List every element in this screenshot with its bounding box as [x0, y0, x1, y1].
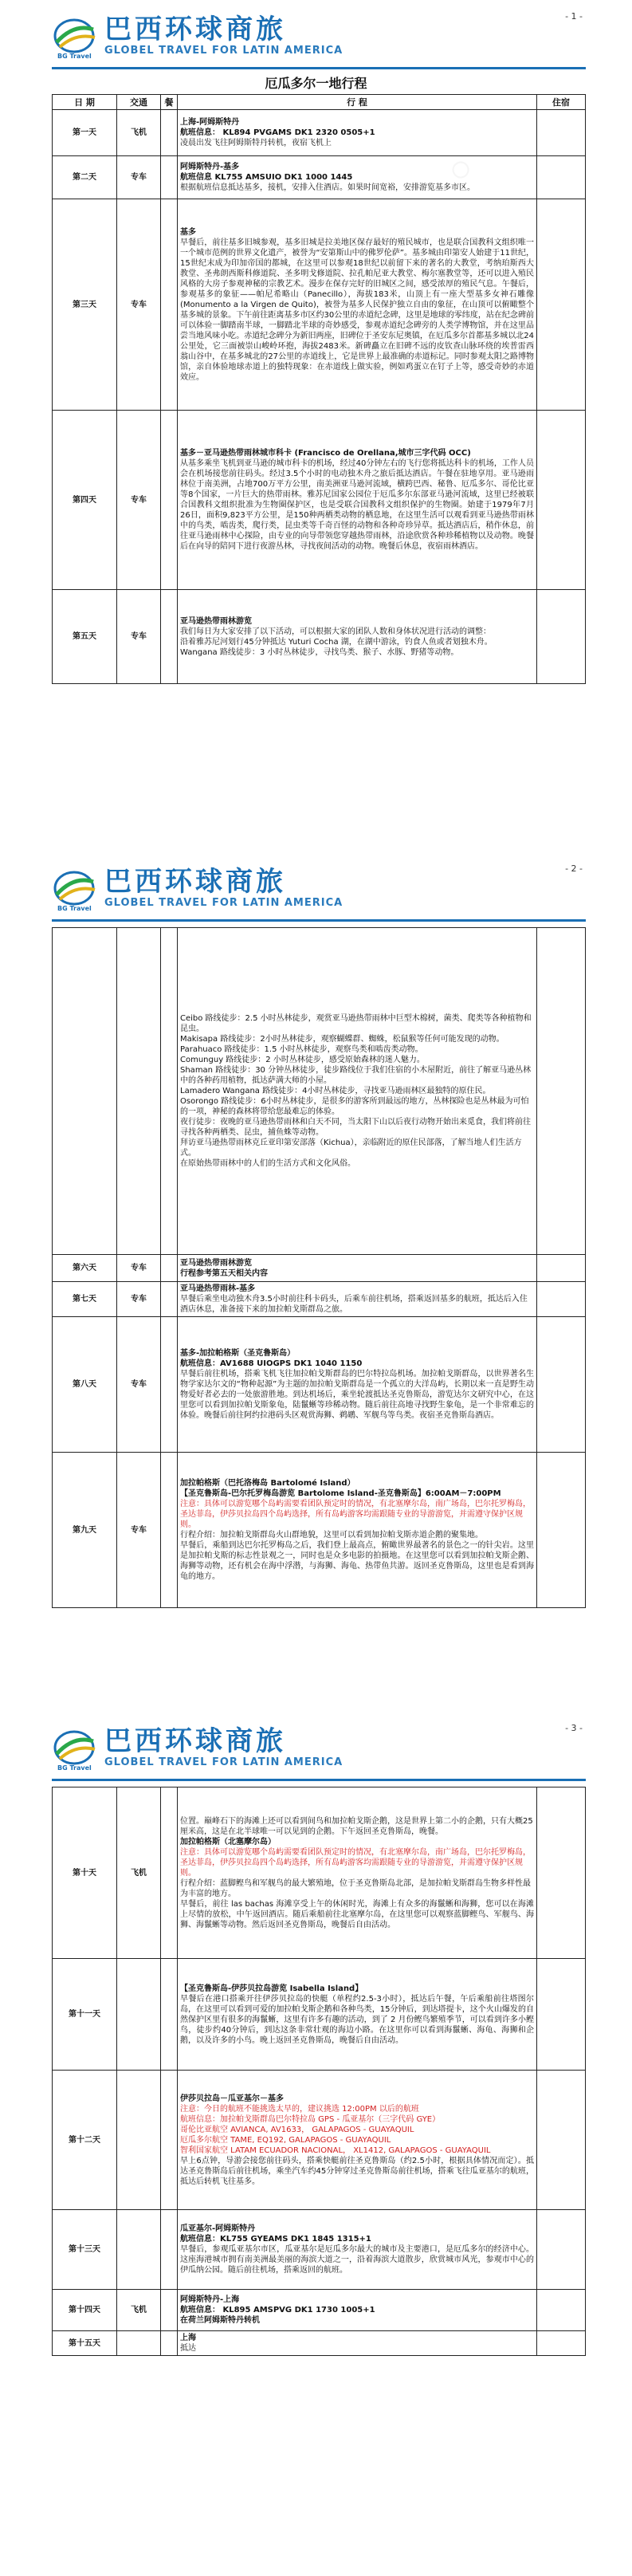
day-label: 第六天 — [53, 1255, 117, 1282]
itinerary-heading: 航班信息： KL894 PVGAMS DK1 2320 0505+1 — [180, 128, 375, 137]
logo-cn: 巴西环球商旅 — [104, 14, 286, 45]
table-row — [53, 156, 586, 199]
itinerary-notice: 注意：具体可以游览哪个岛屿需要看团队预定时的情况，有北塞摩尔岛，南广场岛，巴尔托罗梅岛，圣达菲岛，伊莎贝拉岛四个岛屿选择，所有岛屿游客均需跟随专业的导游游览，并需遵守保护区规则。 — [180, 1500, 531, 1529]
table-row — [53, 1453, 586, 1608]
itinerary-text: 早上6点钟，导游会接您前往码头，搭乘快艇前往圣克鲁斯岛（约2.5小时，根据具体情况而定）。抵达圣克鲁斯岛后前往机场，乘坐汽车约45分钟穿过圣克鲁斯岛前往机场，搭乘飞往瓜亚基尔的航班，抵达后转机飞往基多。 — [180, 2156, 534, 2186]
meal-cell — [161, 1317, 178, 1453]
itinerary-table-page1 — [52, 94, 586, 684]
day-label: 第八天 — [53, 1317, 117, 1453]
logo-small: BG Travel — [57, 1764, 92, 1772]
itinerary-cell — [178, 928, 537, 1255]
header-meal: 餐 — [161, 95, 178, 110]
itinerary-heading: 加拉帕格斯（北塞摩尔岛） — [180, 1837, 276, 1846]
itinerary-cell — [178, 199, 537, 411]
day-label: 第五天 — [53, 590, 117, 684]
table-header-row — [53, 95, 586, 110]
itinerary-heading: 上海-阿姆斯特丹 — [180, 118, 240, 127]
itinerary-heading: 亚马逊热带雨林游览 — [180, 1258, 252, 1268]
transport-cell: 专车 — [117, 1255, 161, 1282]
logo-cn: 巴西环球商旅 — [104, 866, 286, 898]
header-rule — [52, 919, 586, 922]
table-row — [53, 110, 586, 156]
meal-cell — [161, 928, 178, 1255]
transport-cell: 专车 — [117, 590, 161, 684]
table-row — [53, 1959, 586, 2071]
accommodation-cell — [537, 1959, 586, 2071]
itinerary-text: Wangana 路线徒步：3 小时丛林徒步，寻找鸟类、猴子、水豚、野猪等动物。 — [180, 647, 459, 657]
itinerary-text: Comunguy 路线徒步：2 小时丛林徒步，感受原始森林的迷人魅力。 — [180, 1056, 425, 1064]
itinerary-notice: 注意：具体可以游览哪个岛屿需要看团队预定时的情况，有北塞摩尔岛，南广场岛，巴尔托罗梅岛，圣达菲岛，伊莎贝拉岛四个岛屿选择，所有岛屿游客均需跟随专业的导游游览，并需遵守保护区规则。 — [180, 1847, 531, 1878]
logo-small: BG Travel — [57, 905, 92, 912]
table-row — [53, 2071, 586, 2210]
transport-cell: 飞机 — [117, 2290, 161, 2331]
header-rule — [52, 67, 586, 69]
itinerary-notice: 厄瓜多尔航空 TAME, EQ192, GALAPAGOS - GUAYAQUIL — [180, 2135, 391, 2145]
accommodation-cell — [537, 2331, 586, 2356]
meal-cell — [161, 110, 178, 156]
table-row — [53, 1255, 586, 1282]
company-logo — [52, 867, 343, 909]
transport-cell: 专车 — [117, 156, 161, 199]
itinerary-heading: 亚马逊热带雨林游览 — [180, 616, 252, 626]
itinerary-heading: 基多 — [180, 227, 196, 237]
globe-logo-icon — [52, 15, 98, 57]
transport-cell — [117, 2071, 161, 2210]
itinerary-text: 凌晨出发飞往阿姆斯特丹转机，夜宿飞机上 — [180, 139, 332, 147]
itinerary-heading: 加拉帕格斯（巴托洛梅岛 Bartolomé Island） — [180, 1479, 355, 1488]
itinerary-text: 行程介绍：加拉帕戈斯群岛火山群地貌，这里可以看到加拉帕戈斯赤道企鹅的聚集地。 — [180, 1531, 483, 1540]
itinerary-text: Ceibo 路线徒步：2.5 小时丛林徒步，观赏亚马逊热带雨林中巨型木棉树，菌类、爬类等各种植物和昆虫。 — [180, 1014, 532, 1033]
itinerary-notice: 哥伦比亚航空 AVIANCA, AV1633， GALAPAGOS - GUAYAQUIL — [180, 2125, 414, 2134]
day-label: 第二天 — [53, 156, 117, 199]
itinerary-heading: 航班信息：AV1688 UIOGPS DK1 1040 1150 — [180, 1359, 363, 1368]
meal-cell — [161, 2290, 178, 2331]
meal-cell — [161, 411, 178, 590]
meal-cell — [161, 1959, 178, 2071]
accommodation-cell — [537, 1453, 586, 1608]
meal-cell — [161, 2071, 178, 2210]
itinerary-text: 拜访亚马逊热带雨林克丘亚印第安部落（Kichua），亲临附近的原住民部落，了解当地人们生活方式。 — [180, 1139, 522, 1158]
itinerary-heading: 基多－亚马逊热带雨林城市科卡 (Francisco de Orellana,城市三字代码 OCC) — [180, 449, 471, 458]
transport-cell: 专车 — [117, 1282, 161, 1317]
itinerary-heading: 在荷兰阿姆斯特丹转机 — [180, 2316, 260, 2325]
transport-cell — [117, 2331, 161, 2356]
itinerary-cell — [178, 411, 537, 590]
itinerary-heading: 阿姆斯特丹-上海 — [180, 2295, 240, 2304]
itinerary-cell — [178, 1959, 537, 2071]
transport-cell: 专车 — [117, 1453, 161, 1608]
meal-cell — [161, 590, 178, 684]
accommodation-cell — [537, 1317, 586, 1453]
day-label: 第十一天 — [53, 1959, 117, 2071]
itinerary-cell — [178, 2290, 537, 2331]
itinerary-text: 早餐后，前往 las bachas 海滩享受上午的休闲时光，海滩上有众多的海鬣蜥和海狮，您可以在海滩上尽情的放松，中午返回酒店。随后乘船前往北塞摩尔岛，在这里您可以观察蓝脚鲣鸟、军舰鸟、海狮、海鬣蜥等动物。然后返回圣克鲁斯岛，晚餐后自由活动。 — [180, 1899, 534, 1929]
accommodation-cell — [537, 199, 586, 411]
document-title: 厄瓜多尔一地行程 — [265, 76, 367, 91]
itinerary-heading: 基多-加拉帕格斯（圣克鲁斯岛） — [180, 1349, 296, 1358]
accommodation-cell — [537, 928, 586, 1255]
transport-cell — [117, 2210, 161, 2290]
day-label: 第七天 — [53, 1282, 117, 1317]
logo-en: GLOBEL TRAVEL FOR LATIN AMERICA — [104, 1756, 343, 1768]
table-row — [53, 2290, 586, 2331]
itinerary-text: Osorongo 路线徒步：6小时丛林徒步，是很多的游客所到最远的地方，丛林探险也是丛林最为可怕的一项，神秘的森林将带给您最难忘的体验。 — [180, 1097, 529, 1116]
table-row — [53, 2331, 586, 2356]
itinerary-heading: 航班信息 KL755 AMSUIO DK1 1000 1445 — [180, 173, 353, 182]
itinerary-text: 根据航班信息抵达基多，接机，安排入住酒店。如果时间宽裕，安排游览基多市区。 — [180, 183, 475, 192]
meal-cell — [161, 1787, 178, 1959]
itinerary-text: 早餐后，参观瓜亚基尔市区，瓜亚基尔是厄瓜多尔最大的城市及主要港口，是厄瓜多尔的经济中心。这座海港城市拥有南美洲最美丽的海滨大道之一，沿着海滨大道散步，欣赏城市风光，参观市中心的伊瓜纳公园。随后前往机场，搭乘返回的航班。 — [180, 2245, 534, 2275]
itinerary-heading: 瓜亚基尔-阿姆斯特丹 — [180, 2224, 256, 2233]
itinerary-text: Parahuaco 路线徒步：1.5 小时丛林徒步，观察鸟类和啮齿类动物。 — [180, 1045, 423, 1054]
meal-cell — [161, 1255, 178, 1282]
itinerary-text: Shaman 路线徒步：30 分钟丛林徒步，徒步路线位于我们住宿的小木屋附近，前往了解亚马逊丛林中的各种药用植物，抵达萨满大师的小屋。 — [180, 1066, 532, 1085]
itinerary-heading: 上海 — [180, 2334, 196, 2342]
day-label: 第十三天 — [53, 2210, 117, 2290]
day-label: 第十天 — [53, 1787, 117, 1959]
meal-cell — [161, 2210, 178, 2290]
day-label: 第十五天 — [53, 2331, 117, 2356]
header-transport: 交通 — [117, 95, 161, 110]
day-label: 第十二天 — [53, 2071, 117, 2210]
transport-cell: 专车 — [117, 411, 161, 590]
accommodation-cell — [537, 411, 586, 590]
table-row — [53, 1282, 586, 1317]
itinerary-heading: 航班信息：KL755 GYEAMS DK1 1845 1315+1 — [180, 2235, 371, 2244]
transport-cell: 飞机 — [117, 1787, 161, 1959]
accommodation-cell — [537, 1787, 586, 1959]
itinerary-text: Makisapa 路线徒步：2小时丛林徒步，观察蝴蝶群、蜘蛛，松鼠猴等任何可能发现的动物。 — [180, 1035, 504, 1044]
table-row — [53, 1317, 586, 1453]
table-row — [53, 590, 586, 684]
itinerary-notice: 智利国家航空 LATAM ECUADOR NACIONAL， XL1412, GALAPAGOS - GUAYAQUIL — [180, 2145, 491, 2155]
logo-cn: 巴西环球商旅 — [104, 1725, 286, 1757]
itinerary-text: 位置。巅峰石下的海滩上还可以看到间鸟和加拉帕戈斯企鹅，这是世界上第二小的企鹅，只有大概25厘米高，这是在北半球唯一可以见到的企鹅。下午返回圣克鲁斯岛，晚餐。 — [180, 1816, 533, 1836]
itinerary-notice: 注意：今日的航班不能挑选太早的，建议挑选 12:00PM 以后的航班 — [180, 2104, 419, 2114]
meal-cell — [161, 1282, 178, 1317]
transport-cell — [117, 1959, 161, 2071]
itinerary-text: 我们每日为大家安排了以下活动，可以根据大家的团队人数和身体状况进行活动的调整： — [180, 627, 491, 636]
itinerary-cell — [178, 110, 537, 156]
meal-cell — [161, 156, 178, 199]
logo-small: BG Travel — [57, 53, 92, 60]
itinerary-text: 在原始热带雨林中的人们的生活方式和文化风俗。 — [180, 1159, 355, 1168]
itinerary-heading: 伊莎贝拉岛－瓜亚基尔－基多 — [180, 2094, 284, 2103]
day-label: 第三天 — [53, 199, 117, 411]
globe-logo-icon — [52, 1727, 98, 1768]
transport-cell — [117, 928, 161, 1255]
page-number: - 3 - — [565, 1723, 583, 1733]
page-number: - 1 - — [565, 11, 583, 22]
itinerary-text: 早餐后在港口搭乘开往伊莎贝拉岛的快艇（单程约2.5-3小时），抵达后午餐，午后乘船前往塔图尔岛，在这里可以看到可爱的加拉帕戈斯企鹅和各种鸟类，15分钟后，到达塔提卡，这个火山爆发的自然保护区里有很多的海鬣蜥，这里有许多有趣的活动，到了 2 月份鲣鸟繁殖季节，可以看到许多小鲣鸟，徒步约40分钟后，到达这条非常壮观的海边小路。在这里你可以看到海鬣蜥、海龟、海狮和企鹅，以及许多的小鸟。晚上返回圣克鲁斯岛，晚餐后自由活动。 — [180, 1994, 534, 2045]
itinerary-text: 沿着雅苏尼河划行45分钟抵达 Yuturi Cocha 湖，在湖中游泳，钓食人鱼或者划独木舟。 — [180, 637, 493, 647]
transport-cell: 专车 — [117, 199, 161, 411]
itinerary-text: 早餐后前往机场，搭乘飞机飞往加拉帕戈斯群岛的巴尔特拉岛机场。加拉帕戈斯群岛，以世界著名生物学家达尔文的“物种起源”为主题的加拉帕戈斯群岛是一个孤立的大洋岛屿，长期以来一直是野生动物爱好者必去的一处旅游胜地。到达机场后，乘坐轮渡抵达圣克鲁斯岛，游览达尔文研究中心，在这里您可以看到加拉帕戈斯象龟，陆鬣蜥等珍稀动物。随后前往高地寻找野生象龟，是一个非常难忘的体验。晚餐后前往阿约拉港码头区观赏海狮、鹈鹕、军舰鸟等鸟类。夜宿圣克鲁斯岛酒店。 — [180, 1370, 534, 1420]
accommodation-cell — [537, 2071, 586, 2210]
table-row — [53, 411, 586, 590]
itinerary-heading: 【圣克鲁斯岛-巴尔托罗梅岛游览 Bartolome Island-圣克鲁斯岛】6:00AM－7:00PM — [180, 1489, 501, 1498]
itinerary-text: Lamadero Wangana 路线徒步：4小时丛林徒步，寻找亚马逊雨林区最独特的原住民。 — [180, 1087, 491, 1095]
itinerary-cell — [178, 1282, 537, 1317]
day-label: 第十四天 — [53, 2290, 117, 2331]
logo-en: GLOBEL TRAVEL FOR LATIN AMERICA — [104, 897, 343, 909]
company-logo — [52, 14, 343, 57]
header-accommodation: 住宿 — [537, 95, 586, 110]
itinerary-cell — [178, 2210, 537, 2290]
transport-cell: 飞机 — [117, 110, 161, 156]
itinerary-notice: 航班信息：加拉帕戈斯群岛巴尔特拉岛 GPS - 瓜亚基尔（三字代码 GYE） — [180, 2114, 441, 2124]
table-row — [53, 199, 586, 411]
day-label: 第一天 — [53, 110, 117, 156]
itinerary-text: 早餐后乘坐电动独木舟3.5小时前往科卡码头，后乘车前往机场，搭乘返回基多的航班，抵达后入住酒店休息，准备接下来的加拉帕戈斯群岛之旅。 — [180, 1295, 528, 1314]
accommodation-cell — [537, 1255, 586, 1282]
accommodation-cell — [537, 590, 586, 684]
itinerary-cell — [178, 1317, 537, 1453]
company-logo — [52, 1726, 343, 1768]
day-label: 第四天 — [53, 411, 117, 590]
meal-cell — [161, 2331, 178, 2356]
accommodation-cell — [537, 1282, 586, 1317]
accommodation-cell — [537, 156, 586, 199]
itinerary-text: 夜行徒步：夜晚的亚马逊热带雨林和白天不同，当太阳下山以后夜行动物开始出来觅食，我们将前往寻找各种两栖类、昆虫，捕鱼蛛等动物。 — [180, 1118, 531, 1137]
itinerary-cell — [178, 1787, 537, 1959]
itinerary-text: 从基多乘坐飞机到亚马逊的城市科卡的机场，经过40分钟左右的飞行您将抵达科卡的机场，工作人员会在机场接您前往码头。经过3.5个小时的电动独木舟之旅后抵达酒店。午餐在驻地享用。亚马逊雨林位于南美洲，占地700万平方公里，南美洲亚马逊河流域，横跨巴西、秘鲁、厄瓜多尔、哥伦比亚等8个国家，一片巨大的热带雨林。雅苏尼国家公园位于厄瓜多尔东部亚马逊河流域，这里已经被联合国教科文组织批准为生物圈保护区，也是受联合国教科文组织保护的生物圈。始建于1979年7月26日，面积9,823平方公里，是150种两栖类动物的栖息地，在这里生活可以观看到亚马逊热带雨林中的鸟类，啮齿类，爬行类，昆虫类等千奇百怪的动物和各种奇珍异草。抵达酒店后，稍作休息，前往亚马逊雨林中心探险，由专业的向导带领您穿越热带雨林，沿途欣赏各种珍稀植物以及动物。晚餐后在向导的陪同下进行夜游丛林，寻找夜间活动的动物。晚餐后休息，夜宿雨林酒店。 — [180, 459, 534, 551]
header-itinerary: 行 程 — [178, 95, 537, 110]
itinerary-table-page3 — [52, 1787, 586, 2356]
header-date: 日 期 — [53, 95, 117, 110]
table-row — [53, 2210, 586, 2290]
table-row — [53, 1787, 586, 1959]
itinerary-heading: 亚马逊热带雨林-基多 — [180, 1284, 256, 1293]
itinerary-heading: 行程参考第五天相关内容 — [180, 1268, 268, 1278]
itinerary-cell — [178, 1255, 537, 1282]
itinerary-heading: 阿姆斯特丹-基多 — [180, 163, 240, 171]
itinerary-text: 抵达 — [180, 2344, 196, 2353]
accommodation-cell — [537, 110, 586, 156]
itinerary-cell — [178, 590, 537, 684]
day-label — [53, 928, 117, 1255]
header-rule — [52, 1779, 586, 1781]
itinerary-cell — [178, 2071, 537, 2210]
page-number: - 2 - — [565, 863, 583, 874]
itinerary-text: 行程介绍：蓝脚鲣鸟和军舰鸟的最大繁殖地，位于圣克鲁斯岛北部，是加拉帕戈斯群岛生物多样性最为丰富的地方。 — [180, 1878, 531, 1898]
meal-cell — [161, 1453, 178, 1608]
itinerary-text: 早餐后，前往基多旧城参观，基多旧城是拉美地区保存最好的殖民城市，也是联合国教科文组织唯一一个城市范例的世界文化遗产，被誉为“安第斯山中的佛罗伦萨”。基多城由印第安人始建于11世纪，15世纪末成为印加帝国的都城，在这里可以参观18世纪以前留下来的著名的大教堂，考纳珀斯西大教堂、圣弗朗西斯科修道院、圣多明戈修道院、拉孔帕尼亚大教堂、梅尔塞教堂等，还可以进入殖民风格的大房子参观神秘的宗教艺术。漫步在保存完好的旧城区之间，感受浓厚的殖民气息。午餐后，参观基多的象征——帕尼希略山（Panecillo），海拔183米，山顶上有一座大型基多女神石雕像(Monumento a la Virgen de Quito)，被誉为基多人民保护独立自由的象征，在山顶可以俯瞰整个基多城的景象。下午前往距离基多市区约30公里的赤道纪念碑，这里是地球的零纬度，站在纪念碑前可以体验一脚踏南半球，一脚踏北半球的奇妙感受，参观赤道纪念碑旁的人类学博物馆，并在这里品尝当地风味小吃。赤道纪念碑分为新旧两座，旧碑位于圣安东尼奥镇，在厄瓜多尔首都基多城以北24公里处，它三面被崇山峻岭环抱，海拔2483米。新碑矗立在旧碑不远的皮钦查山脉环绕的埃普雷西翁山谷中，在基多城北的27公里的赤道线上，它是世界上最准确的赤道标记。同时参观太阳之路博物馆，亲自体验地球赤道上的独特现象：在赤道线上做实验，例如鸡蛋立在钉子上等，感受奇妙的赤道效应。 — [180, 238, 534, 382]
itinerary-text: 早餐后，乘船到达巴尔托罗梅岛之后，我们登上最高点，俯瞰世界最著名的景色之一的针尖岩。这里是加拉帕戈斯的标志性景观之一，同时也是众多电影的拍摄地。在这里您可以看到加拉帕戈斯企鹅、海狮等动物，还有机会在海中浮潜，与海狮、海龟、热带鱼共游。返回圣克鲁斯岛，这里也是看到海龟的地方。 — [180, 1541, 534, 1581]
itinerary-table-page2 — [52, 927, 586, 1608]
itinerary-heading: 航班信息： KL895 AMSPVG DK1 1730 1005+1 — [180, 2306, 375, 2314]
globe-logo-icon — [52, 867, 98, 909]
logo-en: GLOBEL TRAVEL FOR LATIN AMERICA — [104, 45, 343, 57]
accommodation-cell — [537, 2210, 586, 2290]
itinerary-cell — [178, 2331, 537, 2356]
itinerary-cell — [178, 1453, 537, 1608]
transport-cell: 专车 — [117, 1317, 161, 1453]
accommodation-cell — [537, 2290, 586, 2331]
table-row — [53, 928, 586, 1255]
day-label: 第九天 — [53, 1453, 117, 1608]
meal-cell — [161, 199, 178, 411]
itinerary-heading: 【圣克鲁斯岛-伊莎贝拉岛游览 Isabella Island】 — [180, 1984, 363, 1993]
